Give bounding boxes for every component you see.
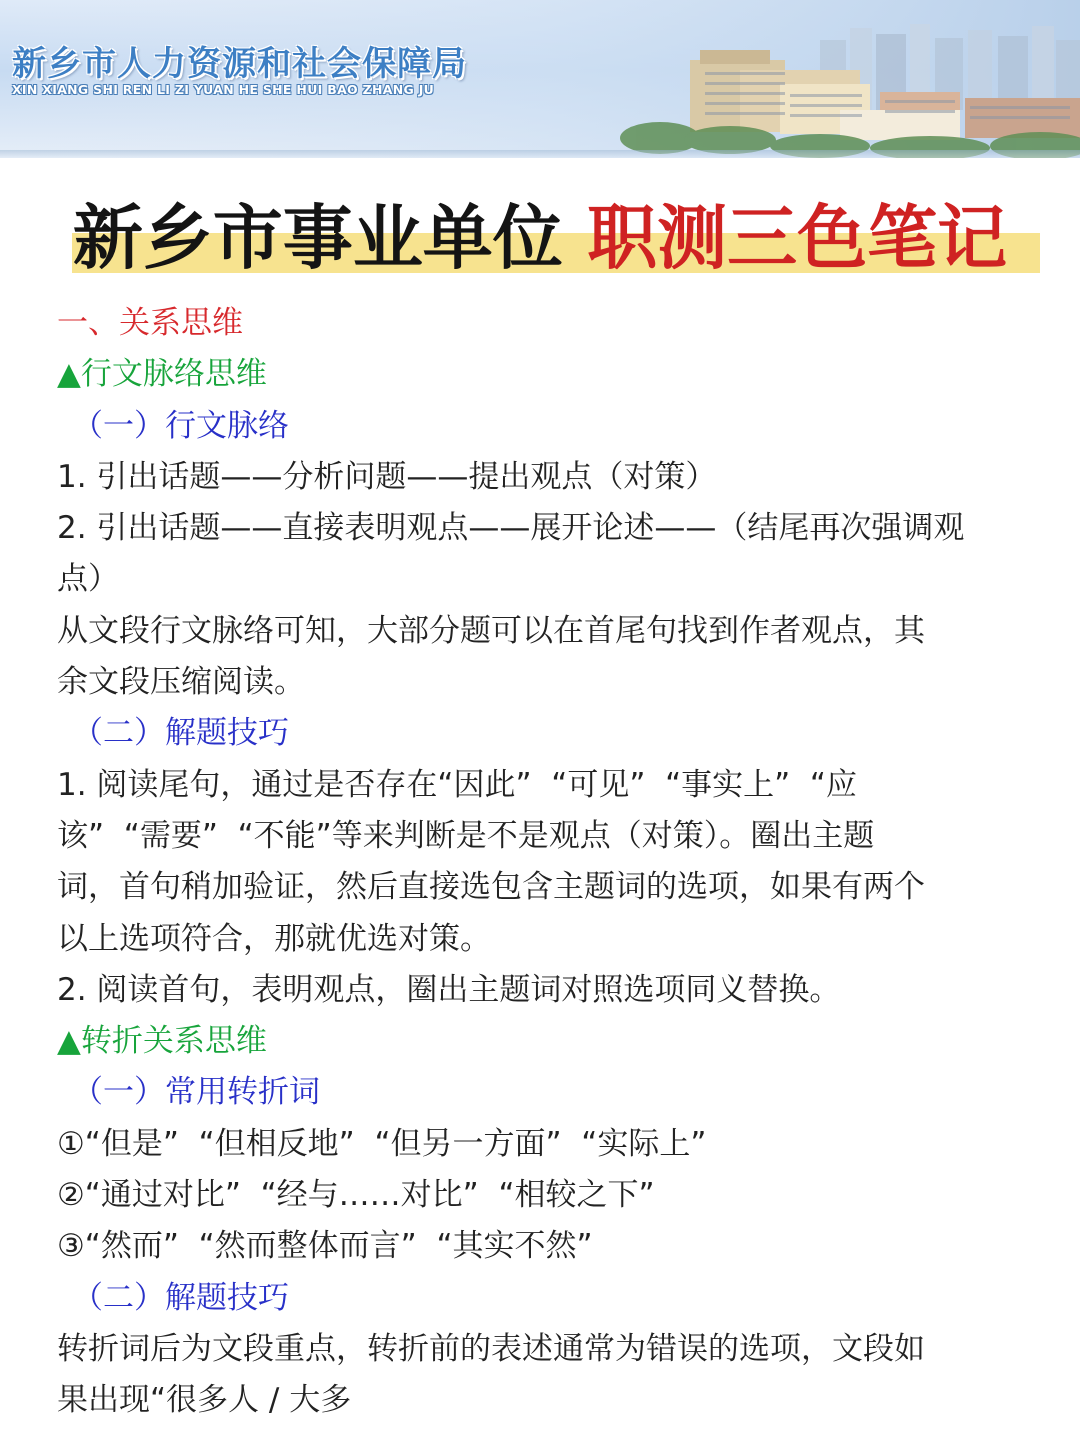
section-heading: 一、关系思维 <box>57 305 243 341</box>
body-line: 余文段压缩阅读。 <box>57 664 305 701</box>
title-block <box>0 180 1080 290</box>
list-item: ①“但是” “但相反地” “但另一方面” “实际上” <box>57 1125 707 1162</box>
organization-name: 新乡市人力资源和社会保障局 <box>12 44 467 84</box>
topic-heading: （二）解题技巧 <box>72 1279 289 1316</box>
organization-pinyin: XIN XIANG SHI REN LI ZI YUAN HE SHE HUI BAO ZHANG JU <box>12 82 435 97</box>
body-line: 词，首句稍加验证，然后直接选包含主题词的选项，如果有两个 <box>57 869 925 906</box>
body-line: 2. 阅读首句，表明观点，圈出主题词对照选项同义替换。 <box>57 971 841 1008</box>
list-item: ③“然而” “然而整体而言” “其实不然” <box>57 1228 593 1265</box>
body-line: 1. 阅读尾句，通过是否存在“因此” “可见” “事实上” “应 <box>57 766 857 803</box>
header-banner <box>0 0 1080 158</box>
subsection-heading: ▲转折关系思维 <box>57 1023 267 1060</box>
notes-content <box>57 298 1047 1427</box>
body-line: 1. 引出话题——分析问题——提出观点（对策） <box>57 458 717 495</box>
title-part-black: 新乡市事业单位 <box>72 196 563 279</box>
list-item: ②“通过对比” “经与……对比” “相较之下” <box>57 1177 655 1214</box>
body-line: 2. 引出话题——直接表明观点——展开论述——（结尾再次强调观 <box>57 510 965 547</box>
body-line: 果出现“很多人 / 大多 <box>57 1382 352 1419</box>
body-line: 点） <box>57 561 119 598</box>
title-part-red: 职测三色笔记 <box>587 196 1008 279</box>
body-line: 该” “需要” “不能”等来判断是不是观点（对策）。圈出主题 <box>57 817 875 854</box>
subsection-heading: ▲行文脉络思维 <box>57 356 267 393</box>
topic-heading: （二）解题技巧 <box>72 715 289 752</box>
body-line: 从文段行文脉络可知，大部分题可以在首尾句找到作者观点，其 <box>57 612 925 649</box>
topic-heading: （一）行文脉络 <box>72 407 289 444</box>
body-line: 以上选项符合，那就优选对策。 <box>57 920 491 957</box>
body-line: 转折词后为文段重点，转折前的表述通常为错误的选项，文段如 <box>57 1330 925 1367</box>
topic-heading: （一）常用转折词 <box>72 1074 320 1111</box>
page-title <box>0 196 1080 280</box>
